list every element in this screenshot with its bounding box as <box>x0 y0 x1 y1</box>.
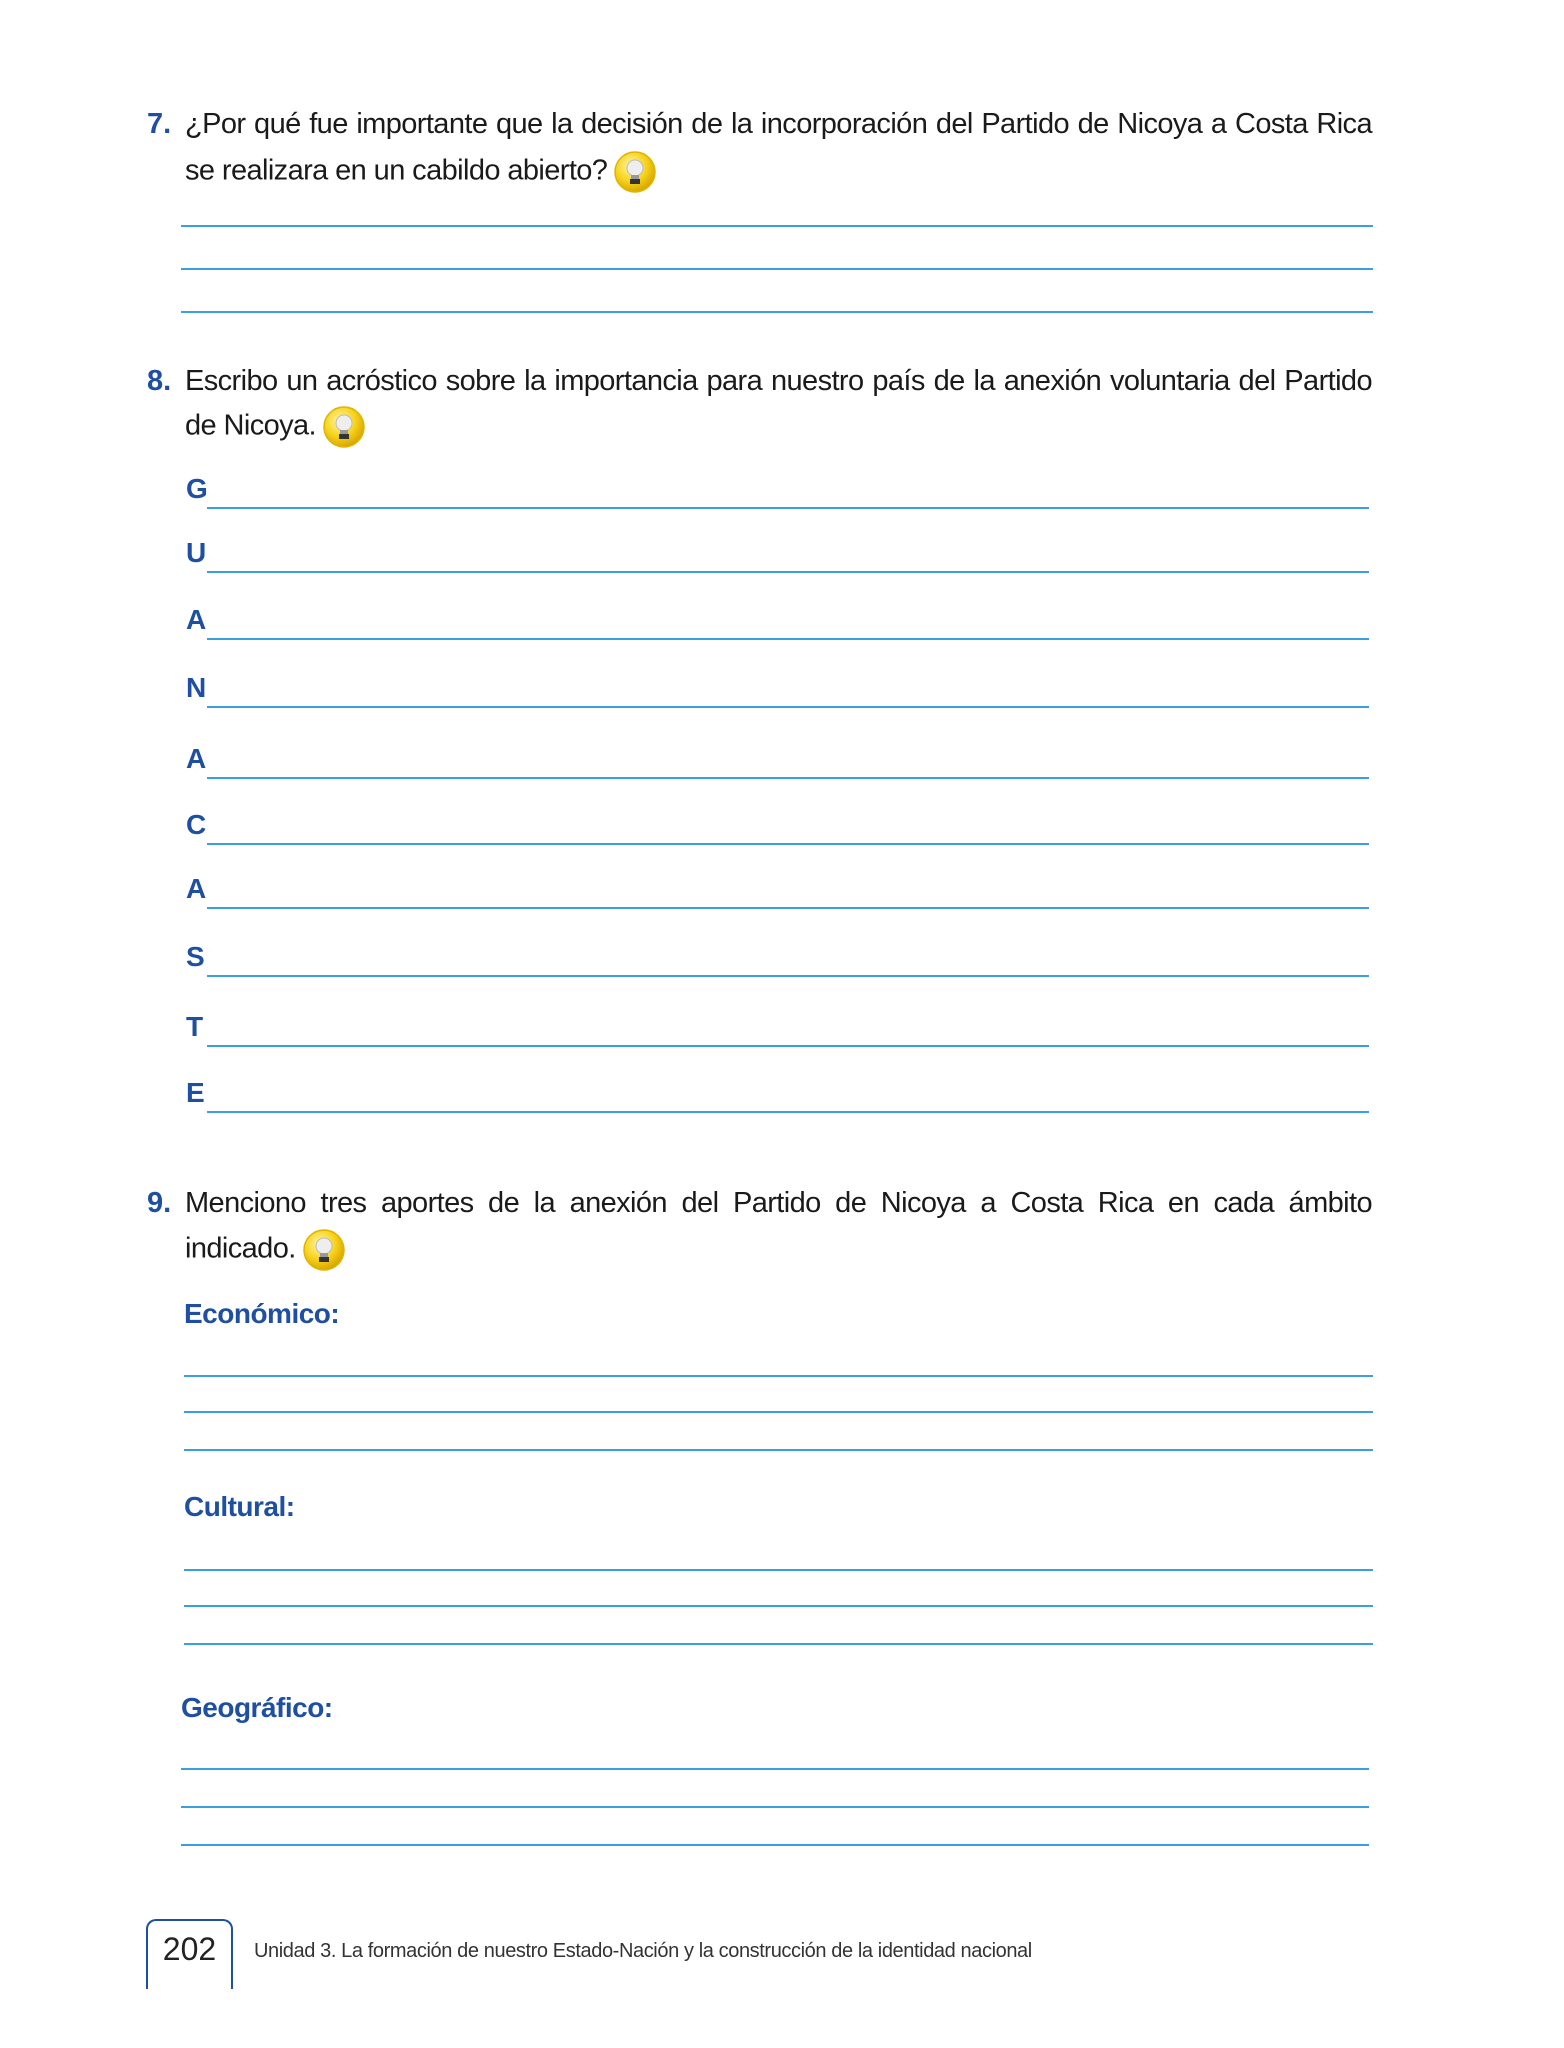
acrostic-letter: C <box>186 809 207 840</box>
section-geografico-label: Geográfico: <box>181 1692 333 1723</box>
answer-line[interactable] <box>184 1411 1373 1413</box>
question-7-text-line-2 <box>185 150 657 194</box>
acrostic-answer-line[interactable] <box>207 1045 1369 1047</box>
question-8-text-line-1: Escribo un acróstico sobre la importancia para nuestro país de la anexión voluntaria del Partido <box>185 365 1372 397</box>
question-8-number: 8. <box>147 365 172 397</box>
lightbulb-icon <box>302 1228 346 1272</box>
acrostic-answer-line[interactable] <box>207 907 1369 909</box>
question-7-text-line-2-text: se realizara en un cabildo abierto? <box>185 154 608 187</box>
question-8-text-line-2-text: de Nicoya. <box>185 409 317 442</box>
question-7-number: 7. <box>147 108 172 140</box>
acrostic-letter: E <box>186 1077 205 1108</box>
section-cultural-label: Cultural: <box>184 1491 295 1522</box>
answer-line[interactable] <box>181 268 1373 270</box>
answer-line[interactable] <box>181 311 1373 313</box>
lightbulb-icon <box>322 405 366 449</box>
acrostic-letter: A <box>186 873 207 904</box>
lightbulb-icon <box>613 150 657 194</box>
answer-line[interactable] <box>184 1449 1373 1451</box>
answer-line[interactable] <box>181 1806 1369 1808</box>
acrostic-answer-line[interactable] <box>207 777 1369 779</box>
answer-line[interactable] <box>184 1375 1373 1377</box>
acrostic-letter: N <box>186 672 207 703</box>
acrostic-answer-line[interactable] <box>207 975 1369 977</box>
question-7-text-line-1: ¿Por qué fue importante que la decisión de la incorporación del Partido de Nicoya a Costa Rica <box>185 108 1372 140</box>
question-9-text-line-2 <box>185 1228 346 1272</box>
acrostic-letter: U <box>186 537 207 568</box>
acrostic-answer-line[interactable] <box>207 638 1369 640</box>
unit-title: Unidad 3. La formación de nuestro Estado-Nación y la construcción de la identidad nacional <box>254 1940 1032 1962</box>
acrostic-answer-line[interactable] <box>207 507 1369 509</box>
acrostic-letter: S <box>186 941 205 972</box>
answer-line[interactable] <box>184 1569 1373 1571</box>
acrostic-letter: A <box>186 604 207 635</box>
acrostic-answer-line[interactable] <box>207 706 1369 708</box>
answer-line[interactable] <box>181 1844 1369 1846</box>
question-9-text-line-2-text: indicado. <box>185 1232 296 1265</box>
acrostic-letter: T <box>186 1011 204 1042</box>
acrostic-answer-line[interactable] <box>207 571 1369 573</box>
question-9-number: 9. <box>147 1187 172 1219</box>
question-8-text-line-2 <box>185 405 366 449</box>
answer-line[interactable] <box>181 1768 1369 1770</box>
acrostic-letter: A <box>186 743 207 774</box>
question-9-text-line-1: Menciono tres aportes de la anexión del Partido de Nicoya a Costa Rica en cada ámbito <box>185 1187 1372 1219</box>
section-economico-label: Económico: <box>184 1298 340 1329</box>
page-number: 202 <box>146 1919 233 1989</box>
acrostic-answer-line[interactable] <box>207 1111 1369 1113</box>
answer-line[interactable] <box>184 1605 1373 1607</box>
answer-line[interactable] <box>184 1643 1373 1645</box>
acrostic-letter: G <box>186 473 208 504</box>
answer-line[interactable] <box>181 225 1373 227</box>
acrostic-answer-line[interactable] <box>207 843 1369 845</box>
